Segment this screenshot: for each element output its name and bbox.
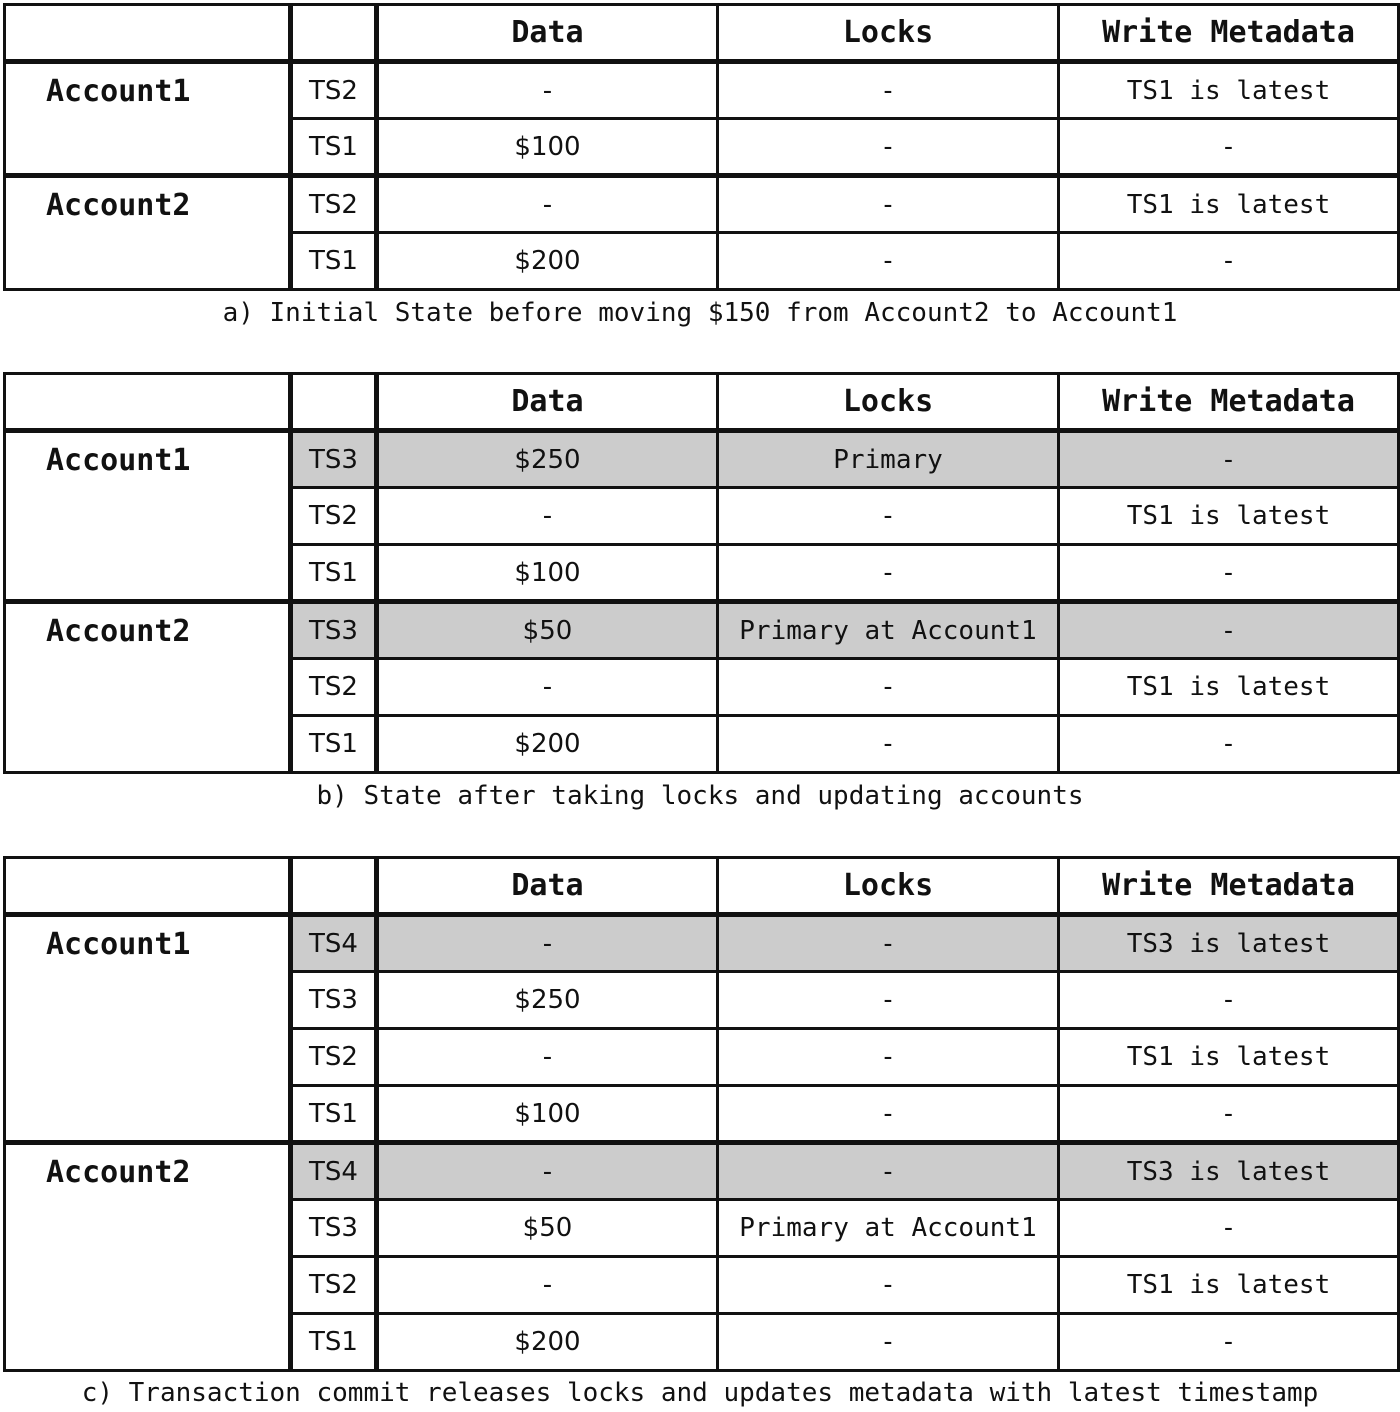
table-row: [5, 1143, 1399, 1200]
panel-caption: c) Transaction commit releases locks and updates metadata with latest timestamp: [81, 1378, 1319, 1408]
locks-cell: -: [718, 62, 1059, 119]
write-metadata-cell: TS1 is latest: [1059, 176, 1399, 233]
write-metadata-cell: -: [1059, 233, 1399, 290]
timestamp-cell: TS1: [291, 233, 377, 290]
column-header: Locks: [718, 858, 1059, 915]
data-cell: $50: [377, 1200, 718, 1257]
locks-cell: -: [718, 176, 1059, 233]
write-metadata-cell: -: [1059, 1200, 1399, 1257]
locks-cell: Primary: [718, 431, 1059, 488]
timestamp-cell: TS1: [291, 545, 377, 602]
panel-caption: a) Initial State before moving $150 from Account2 to Account1: [222, 298, 1178, 328]
write-metadata-cell: TS1 is latest: [1059, 1029, 1399, 1086]
column-header: Write Metadata: [1059, 858, 1399, 915]
table-row: [5, 915, 1399, 972]
account-name: Account2: [5, 602, 291, 773]
table-row: [5, 431, 1399, 488]
timestamp-cell: TS3: [291, 972, 377, 1029]
column-header: [291, 374, 377, 431]
data-cell: -: [377, 62, 718, 119]
locks-cell: -: [718, 1314, 1059, 1371]
write-metadata-cell: TS3 is latest: [1059, 915, 1399, 972]
table-row: [5, 176, 1399, 233]
header-row: [5, 374, 1399, 431]
data-cell: $200: [377, 233, 718, 290]
write-metadata-cell: TS1 is latest: [1059, 659, 1399, 716]
timestamp-cell: TS1: [291, 716, 377, 773]
data-cell: -: [377, 1143, 718, 1200]
column-header: Write Metadata: [1059, 5, 1399, 62]
data-cell: -: [377, 659, 718, 716]
data-cell: $100: [377, 1086, 718, 1143]
column-header: [291, 5, 377, 62]
column-header: Locks: [718, 5, 1059, 62]
account-name: Account1: [5, 62, 291, 176]
write-metadata-cell: -: [1059, 545, 1399, 602]
timestamp-cell: TS1: [291, 1086, 377, 1143]
timestamp-cell: TS3: [291, 431, 377, 488]
write-metadata-cell: -: [1059, 431, 1399, 488]
write-metadata-cell: -: [1059, 972, 1399, 1029]
locks-cell: -: [718, 233, 1059, 290]
column-header: [291, 858, 377, 915]
locks-cell: -: [718, 1029, 1059, 1086]
timestamp-cell: TS2: [291, 1029, 377, 1086]
locks-cell: -: [718, 119, 1059, 176]
timestamp-cell: TS3: [291, 602, 377, 659]
timestamp-cell: TS2: [291, 1257, 377, 1314]
column-header: [5, 858, 291, 915]
account-name: Account1: [5, 431, 291, 602]
column-header: Data: [377, 374, 718, 431]
timestamp-cell: TS2: [291, 659, 377, 716]
timestamp-cell: TS2: [291, 62, 377, 119]
state-table: [3, 856, 1400, 1372]
data-cell: $250: [377, 972, 718, 1029]
table-row: [5, 62, 1399, 119]
data-cell: -: [377, 915, 718, 972]
write-metadata-cell: -: [1059, 1314, 1399, 1371]
write-metadata-cell: -: [1059, 716, 1399, 773]
column-header: Data: [377, 858, 718, 915]
data-cell: $50: [377, 602, 718, 659]
header-row: [5, 5, 1399, 62]
locks-cell: -: [718, 488, 1059, 545]
data-cell: $100: [377, 545, 718, 602]
write-metadata-cell: -: [1059, 602, 1399, 659]
write-metadata-cell: TS3 is latest: [1059, 1143, 1399, 1200]
locks-cell: Primary at Account1: [718, 602, 1059, 659]
locks-cell: -: [718, 716, 1059, 773]
account-name: Account1: [5, 915, 291, 1143]
data-cell: $100: [377, 119, 718, 176]
locks-cell: -: [718, 1257, 1059, 1314]
account-name: Account2: [5, 1143, 291, 1371]
data-cell: $250: [377, 431, 718, 488]
timestamp-cell: TS2: [291, 176, 377, 233]
locks-cell: -: [718, 545, 1059, 602]
column-header: [5, 5, 291, 62]
timestamp-cell: TS2: [291, 488, 377, 545]
column-header: Write Metadata: [1059, 374, 1399, 431]
timestamp-cell: TS4: [291, 915, 377, 972]
account-name: Account2: [5, 176, 291, 290]
data-cell: -: [377, 1029, 718, 1086]
timestamp-cell: TS1: [291, 1314, 377, 1371]
data-cell: $200: [377, 716, 718, 773]
timestamp-cell: TS3: [291, 1200, 377, 1257]
write-metadata-cell: -: [1059, 1086, 1399, 1143]
locks-cell: Primary at Account1: [718, 1200, 1059, 1257]
locks-cell: -: [718, 915, 1059, 972]
table-row: [5, 602, 1399, 659]
write-metadata-cell: TS1 is latest: [1059, 488, 1399, 545]
column-header: Data: [377, 5, 718, 62]
state-table: [3, 3, 1400, 291]
data-cell: $200: [377, 1314, 718, 1371]
timestamp-cell: TS4: [291, 1143, 377, 1200]
data-cell: -: [377, 488, 718, 545]
column-header: Locks: [718, 374, 1059, 431]
panel-caption: b) State after taking locks and updating accounts: [316, 781, 1084, 811]
locks-cell: -: [718, 1143, 1059, 1200]
locks-cell: -: [718, 972, 1059, 1029]
state-table: [3, 372, 1400, 774]
write-metadata-cell: -: [1059, 119, 1399, 176]
timestamp-cell: TS1: [291, 119, 377, 176]
column-header: [5, 374, 291, 431]
data-cell: -: [377, 1257, 718, 1314]
write-metadata-cell: TS1 is latest: [1059, 62, 1399, 119]
locks-cell: -: [718, 659, 1059, 716]
locks-cell: -: [718, 1086, 1059, 1143]
data-cell: -: [377, 176, 718, 233]
write-metadata-cell: TS1 is latest: [1059, 1257, 1399, 1314]
header-row: [5, 858, 1399, 915]
